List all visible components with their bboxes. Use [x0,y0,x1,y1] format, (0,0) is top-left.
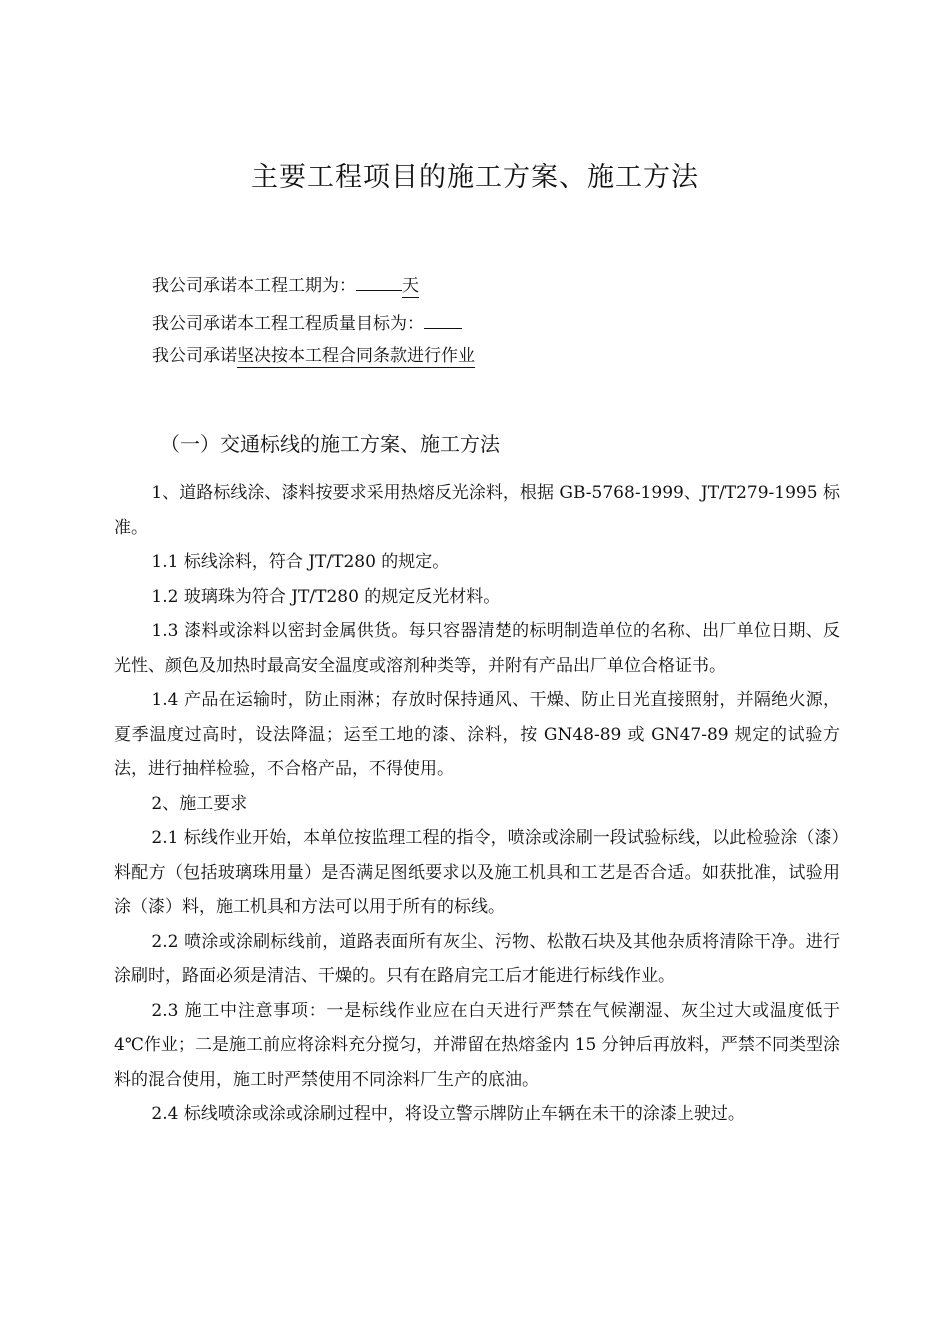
paragraph: 2.3 施工中注意事项：一是标线作业应在白天进行严禁在气候潮湿、灰尘过大或温度低于 4℃作业；二是施工前应将涂料充分搅匀，并滞留在热熔釜内 15 分钟后再放料，严禁不同类型涂料的混合使用，施工时严禁使用不同涂料厂生产的底油。 [114,1000,840,1090]
paragraph: 1.1 标线涂料，符合 JT/T280 的规定。 [151,552,450,572]
commitment-period [152,270,419,299]
document-body [114,476,840,1132]
paragraph: 2.1 标线作业开始，本单位按监理工程的指令，喷涂或涂刷一段试验标线，以此检验涂（漆）料配方（包括玻璃珠用量）是否满足图纸要求以及施工机具和工艺是否合适。如获批准，试验用涂（漆）料，施工机具和方法可以用于所有的标线。 [114,828,840,917]
period-blank [356,270,402,291]
section-heading: （一）交通标线的施工方案、施工方法 [160,432,500,456]
paragraph: 2.2 喷涂或涂刷标线前，道路表面所有灰尘、污物、松散石块及其他杂质将清除干净。进行涂刷时，路面必须是清洁、干燥的。只有在路肩完工后才能进行标线作业。 [114,931,840,986]
period-unit: 天 [402,276,419,296]
paragraph: 1.3 漆料或涂料以密封金属供货。每只容器清楚的标明制造单位的名称、出厂单位日期、反光性、颜色及加热时最高安全温度或溶剂种类等，并附有产品出厂单位合格证书。 [114,621,840,676]
paragraph: 1.4 产品在运输时，防止雨淋；存放时保持通风、干燥、防止日光直接照射，并隔绝火源，夏季温度过高时，设法降温；运至工地的漆、涂料，按 GN48-89 或 GN47-89 规定的试验方法，进行抽样检验，不合格产品，不得使用。 [114,690,840,779]
document-title: 主要工程项目的施工方案、施工方法 [251,162,699,193]
period-label: 我公司承诺本工程工期为： [152,276,356,296]
commitment-contract [152,343,475,369]
contract-prefix: 我公司承诺 [152,346,237,366]
commitment-quality [152,308,462,337]
paragraph: 2、施工要求 [151,793,248,814]
quality-blank [424,308,462,329]
paragraph: 1.2 玻璃珠为符合 JT/T280 的规定反光材料。 [151,586,501,607]
paragraph: 1、道路标线涂、漆料按要求采用热熔反光涂料，根据 GB-5768-1999、JT/T279-1995 标准。 [114,483,840,538]
paragraph: 2.4 标线喷涂或涂或涂刷过程中，将设立警示牌防止车辆在未干的涂漆上驶过。 [151,1104,745,1124]
contract-underlined: 坚决按本工程合同条款进行作业 [237,346,475,366]
quality-label: 我公司承诺本工程工程质量目标为： [152,314,424,334]
